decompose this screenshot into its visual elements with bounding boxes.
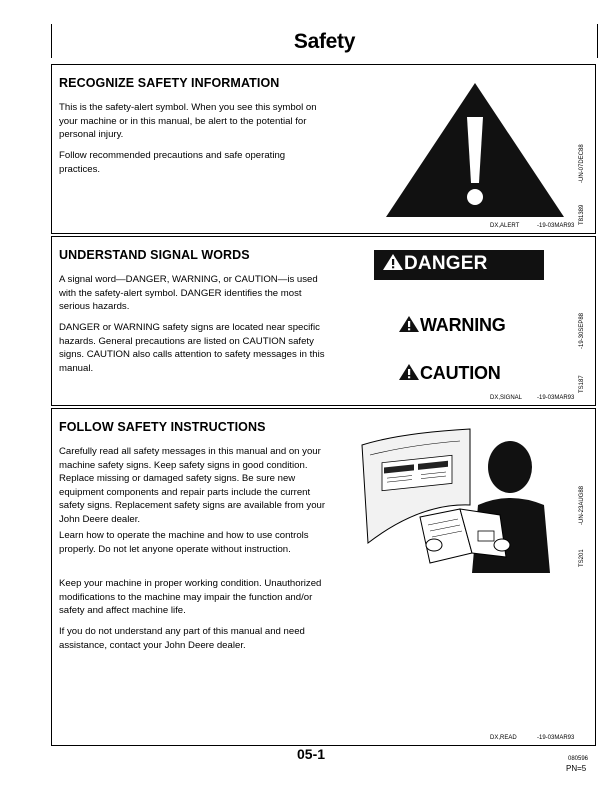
footer-id: DX,ALERT — [490, 223, 520, 229]
footer-id: DX,SIGNAL — [490, 395, 523, 401]
image-code: TS201 — [579, 549, 585, 567]
alert-triangle-icon — [398, 315, 420, 333]
footer-date: -19-03MAR93 — [537, 395, 575, 401]
footer-date: -19-03MAR93 — [537, 223, 575, 229]
alert-triangle-icon — [382, 253, 404, 271]
page-number: 05-1 — [297, 746, 326, 762]
caution-sign — [398, 363, 501, 384]
section-heading: FOLLOW SAFETY INSTRUCTIONS — [59, 420, 266, 434]
paragraph: Keep your machine in proper working condition. Unauthorized modifications to the machine may impair the function and/or safety and affect machine life. — [59, 578, 322, 617]
image-code: TS187 — [579, 375, 585, 393]
alert-triangle-icon — [398, 363, 420, 381]
page-title-box — [51, 24, 598, 58]
image-code: T81389 — [579, 204, 585, 225]
section-recognize-safety — [51, 64, 596, 234]
footer-id: DX,READ — [490, 735, 517, 741]
pn-label: PN=5 — [566, 764, 587, 773]
footer-date: -19-03MAR93 — [537, 735, 575, 741]
paragraph: Follow recommended precautions and safe operating practices. — [59, 150, 286, 175]
section-heading: RECOGNIZE SAFETY INFORMATION — [59, 76, 280, 90]
safety-alert-triangle-icon — [382, 79, 568, 221]
paragraph: This is the safety-alert symbol. When you see this symbol on your machine or in this manual, be alert to the potential for personal injury. — [59, 102, 317, 141]
danger-label — [382, 253, 488, 275]
operator-reading-manual-illustration — [360, 425, 572, 573]
image-ref-code: -19-30SEP88 — [579, 312, 585, 349]
document-code: 080596 — [568, 756, 589, 762]
section-follow-instructions — [51, 408, 596, 746]
section-signal-words — [51, 236, 596, 406]
page-title: Safety — [293, 30, 356, 53]
warning-text: WARNING — [420, 315, 506, 335]
paragraph: Carefully read all safety messages in this manual and on your machine safety signs. Keep safety signs in good condition. Replace missing or damaged safety signs. Be sure new equipment components and repair parts include the current safety signs. Replacement safety signs are available from your John Deere dealer. — [59, 446, 326, 525]
paragraph: A signal word—DANGER, WARNING, or CAUTION—is used with the safety-alert symbol. DANGER identifies the most serious hazards. — [59, 274, 318, 313]
paragraph: DANGER or WARNING safety signs are located near specific hazards. General precautions are listed on CAUTION safety signs. CAUTION also calls attention to safety messages in this manual. — [59, 322, 325, 374]
image-ref-code: -UN-07DEC88 — [579, 144, 585, 183]
paragraph: Learn how to operate the machine and how to use controls properly. Do not let anyone operate without instruction. — [59, 530, 309, 555]
danger-text: DANGER — [404, 253, 488, 274]
caution-text: CAUTION — [420, 363, 501, 383]
warning-sign — [398, 315, 506, 336]
section-heading: UNDERSTAND SIGNAL WORDS — [59, 248, 250, 262]
paragraph: If you do not understand any part of this manual and need assistance, contact your John Deere dealer. — [59, 626, 305, 651]
image-ref-code: -UN-23AUG88 — [579, 485, 585, 525]
danger-sign — [374, 250, 544, 280]
